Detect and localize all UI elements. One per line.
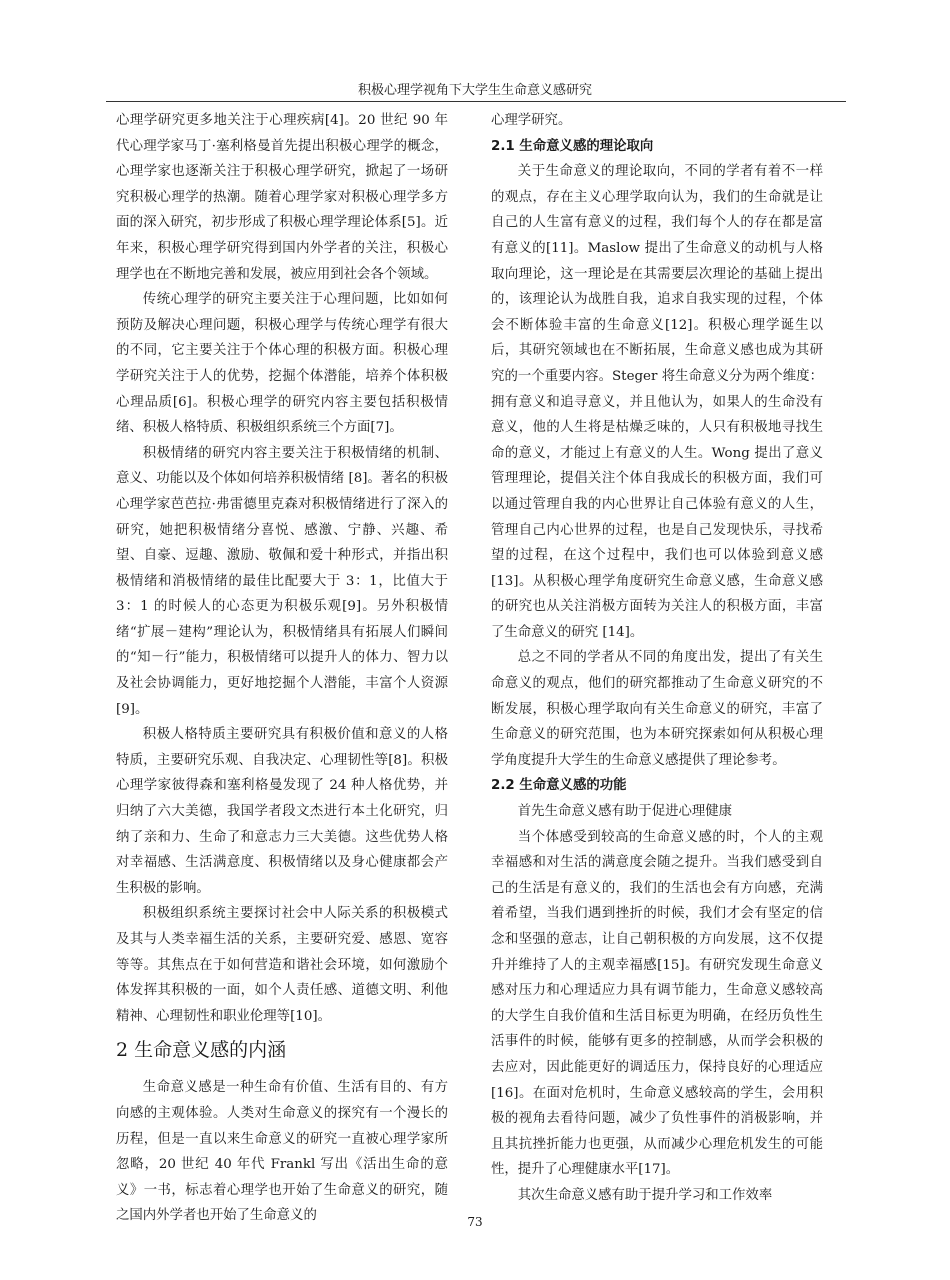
paragraph: 关于生命意义的理论取向，不同的学者有着不一样的观点，存在主义心理学取向认为，我们的生命就是让自己的人生富有意义的过程，我们每个人的存在都是富有意义的[11]。Maslow 提出了生命意义的动机与人格取向理论，这一理论是在其需要层次理论的基础上提出的，该理论认为战胜自我，追求自我实现的过程，个体会不断体验丰富的生命意义[12]。积极心理学诞生以后，其研究领域也在不断拓展，生命意义感也成为其研究的一个重要内容。Steger 将生命意义分为两个维度：拥有意义和追寻意义，并且他认为，如果人的生命没有意义，他的人生将是枯燥乏味的，人只有积极地寻找生命的意义，才能过上有意义的人生。Wong 提出了意义管理理论，提倡关注个体自我成长的积极方面，我们可以通过管理自我的内心世界让自己体验有意义的人生，管理自己内心世界的过程，也是自己发现快乐，寻找希望的过程，在这个过程中，我们也可以体验到意义感[13]。从积极心理学角度研究生命意义感，生命意义感的研究也从关注消极方面转为关注人的积极方面，丰富了生命意义的研究 [14]。 bbox=[491, 164, 823, 640]
subsection-heading: 2.2 生命意义感的功能 bbox=[491, 778, 627, 794]
paragraph: 传统心理学的研究主要关注于心理问题，比如如何预防及解决心理问题，积极心理学与传统心理学有很大的不同，它主要关注于个体心理的积极方面。积极心理学研究关注于人的优势，挖掘个体潜能，培养个体积极心理品质[6]。积极心理学的研究内容主要包括积极情绪、积极人格特质、积极组织系统三个方面[7]。 bbox=[116, 292, 448, 436]
section-heading: 2 生命意义感的内涵 bbox=[116, 1039, 287, 1062]
paragraph: 积极情绪的研究内容主要关注于积极情绪的机制、意义、功能以及个体如何培养积极情绪 [8]。著名的积极心理学家芭芭拉·弗雷德里克森对积极情绪进行了深入的研究，她把积极情绪分喜悦、感激、宁静、兴趣、希望、自豪、逗趣、激励、敬佩和爱十种形式，并指出积极情绪和消极情绪的最佳比配要大于 3：1，比值大于 3：1 的时候人的心态更为积极乐观[9]。另外积极情绪“扩展－建构”理论认为，积极情绪具有拓展人们瞬间的“知－行”能力，积极情绪可以提升人的体力、智力以及社会协调能力，更好地挖掘个人潜能，丰富个人资源 [9]。 bbox=[116, 445, 448, 717]
running-header: 积极心理学视角下大学生生命意义感研究 bbox=[357, 83, 592, 98]
paragraph: 首先生命意义感有助于促进心理健康 bbox=[517, 804, 733, 820]
paragraph: 生命意义感是一种生命有价值、生活有目的、有方向感的主观体验。人类对生命意义的探究有一个漫长的历程，但是一直以来生命意义的研究一直被心理学家所忽略，20 世纪 40 年代 Frankl 写出《活出生命的意义》一书，标志着心理学也开始了生命意义的研究，随之国内外学者也开始了生命意义的 bbox=[116, 1080, 448, 1224]
paragraph: 积极组织系统主要探讨社会中人际关系的积极模式及其与人类幸福生活的关系，主要研究爱、感恩、宽容等等。其焦点在于如何营造和谐社会环境，如何激励个体发挥其积极的一面，如个人责任感、道德文明、利他精神、心理韧性和职业伦理等[10]。 bbox=[116, 906, 448, 1024]
paragraph: 其次生命意义感有助于提升学习和工作效率 bbox=[517, 1187, 773, 1203]
paragraph: 心理学研究。 bbox=[491, 113, 572, 128]
header-rule bbox=[106, 101, 846, 102]
paragraph: 积极人格特质主要研究具有积极价值和意义的人格特质，主要研究乐观、自我决定、心理韧性等[8]。积极心理学家彼得森和塞利格曼发现了 24 种人格优势，并归纳了六大美德，我国学者段文杰进行本土化研究，归纳了亲和力、生命了和意志力三大美德。这些优势人格对幸福感、生活满意度、积极情绪以及身心健康都会产生积极的影响。 bbox=[116, 727, 448, 896]
page-number: 73 bbox=[467, 1215, 483, 1229]
left-column bbox=[116, 108, 448, 1229]
paragraph: 当个体感受到较高的生命意义感的时，个人的主观幸福感和对生活的满意度会随之提升。当我们感受到自己的生活是有意义的，我们的生活也会有方向感，充满着希望，当我们遇到挫折的时候，我们才会有坚定的信念和坚强的意志，让自己朝积极的方向发展，这不仅提升并维持了人的主观幸福感[15]。有研究发现生命意义感对压力和心理适应力具有调节能力，生命意义感较高的大学生自我价值和生活目标更为明确，在经历负性生活事件的时候，能够有更多的控制感，从而学会积极的去应对，因此能更好的调适压力，保持良好的心理适应[16]。在面对危机时，生命意义感较高的学生，会用积极的视角去看待问题，减少了负性事件的消极影响，并且其抗挫折能力也更强，从而减少心理危机发生的可能性，提升了心理健康水平[17]。 bbox=[491, 829, 823, 1178]
right-column bbox=[491, 108, 823, 1209]
subsection-heading: 2.1 生命意义感的理论取向 bbox=[491, 138, 654, 154]
paragraph: 心理学研究更多地关注于心理疾病[4]。20 世纪 90 年代心理学家马丁·塞利格曼首先提出积极心理学的概念，心理学家也逐渐关注于积极心理学研究，掀起了一场研究积极心理学的热潮。随着心理学家对积极心理学多方面的深入研究，初步形成了积极心理学理论体系[5]。近年来，积极心理学研究得到国内外学者的关注，积极心理学也在不断地完善和发展，被应用到社会各个领域。 bbox=[116, 113, 448, 282]
paragraph: 总之不同的学者从不同的角度出发，提出了有关生命意义的观点，他们的研究都推动了生命意义研究的不断发展，积极心理学取向有关生命意义的研究，丰富了生命意义的研究范围，也为本研究探索如何从积极心理学角度提升大学生的生命意义感提供了理论参考。 bbox=[491, 650, 823, 768]
